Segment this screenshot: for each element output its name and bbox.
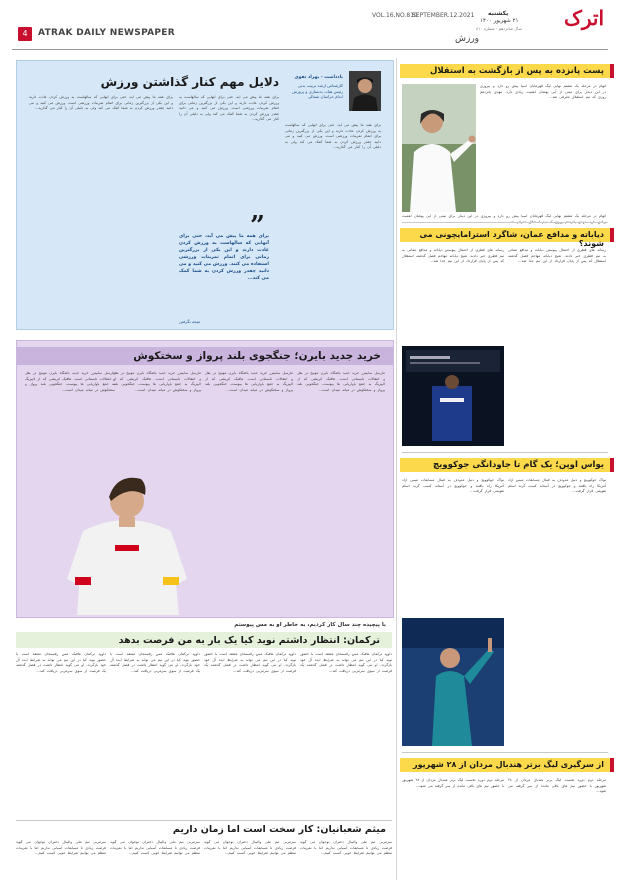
- djokovic-photo: [402, 618, 504, 746]
- torkaman-kicker: با پیچیده چند سال کار کردیم، به خاطر او به مس پیوستم: [234, 622, 386, 628]
- bayern-body-col3: مارسل سابیتزر خرید جدید باشگاه بایرن مونیخ در نقل و انتقالات تابستانی است. هافبک اتریشی که از لایپزیگ به جمع باواریایی ها پیوست، جنگجویی بلند پرواز و سختکوش در میانه میدان است...: [113, 371, 201, 392]
- pull-quote-author: نتیجه نگرفتن: [179, 319, 201, 324]
- torkaman-body-col4: داوود ترکمان هافبک مس رفسنجان معتقد است با حضور نوید کیا در این تیم می تواند به شرایط ایده آل خود بازگردد. او می گوید انتظار داشت در فصل گذشته یک فرصت از سوی سرمربی دریافت کند...: [16, 652, 106, 673]
- torkaman-body-col1: داوود ترکمان هافبک مس رفسنجان معتقد است با حضور نوید کیا در این تیم می تواند به شرایط ایده آل خود بازگردد. او می گوید انتظار داشت در فصل گذشته یک فرصت از سوی سرمربی دریافت کند...: [300, 652, 392, 673]
- instagram-post-image: [402, 346, 504, 446]
- story4-body-right: مرحله دوم دوره نخست لیگ برتر هندبال مردان از ۲۸ شهریور با حضور تیم های باقی مانده از سر گرفته می شود...: [508, 778, 606, 794]
- coach-photo: [402, 84, 476, 212]
- torkaman-headline-band: [16, 632, 392, 648]
- shabanian-body-col1: سرمربی تیم ملی والیبال دختران نوجوان می گوید فرصت زیادی تا مسابقات آسیایی نداریم اما با تمرینات منظم می توانیم شرایط خوبی کسب کنیم...: [300, 840, 392, 856]
- divider: [16, 820, 392, 821]
- date-en: SEPTEMBER.12.2021: [412, 12, 475, 19]
- section-title: ورزش: [455, 34, 480, 44]
- story3-body-right: نواک جوکوویچ و دنیل مدودف به فینال مسابقات تنیس آزاد آمریکا راه یافتند و جوکوویچ در آستانه کسب گرند اسلم تقویمی قرار گرفت...: [508, 478, 606, 494]
- issue-line: سال شانزدهم - شماره ۸۱۰: [476, 26, 522, 31]
- date-fa: ۲۱ شهریور ۱۴۰۰: [480, 18, 519, 24]
- divider: [402, 452, 608, 453]
- logo: اترک: [563, 6, 605, 30]
- bayern-story-box: [16, 340, 394, 618]
- story4-headline: از سرگیری لیگ برتر هندبال مردان از ۲۸ شهریور: [413, 760, 604, 769]
- shabanian-body-col4: سرمربی تیم ملی والیبال دختران نوجوان می گوید فرصت زیادی تا مسابقات آسیایی نداریم اما با تمرینات منظم می توانیم شرایط خوبی کسب کنیم...: [16, 840, 106, 856]
- story2-body-left: رسانه های قطری از احتمال پیوستن دیاباته و مدافع عمانی به تیم قطری خبر دادند. شیخ دیاباته مهاجم فصل گذشته استقلال که پس از پایان قرارداد از این تیم جدا شد...: [402, 248, 504, 264]
- pull-quote: [179, 211, 269, 324]
- author-name: یادداشت - بهزاد تقوی: [294, 75, 343, 80]
- oped-headline: دلایل مهم کنار گذاشتن ورزش: [100, 75, 279, 89]
- story4-body-left: مرحله دوم دوره نخست لیگ برتر هندبال مردان از ۲۸ شهریور با حضور تیم های باقی مانده از سر گرفته می شود...: [402, 778, 504, 788]
- oped-body-col2: برای همه ما پیش می آید، حتی برای آنهایی که سالهاست به ورزش کردن عادت دارند و این یکی از بزرگترین زمانی برای اتمام تمرینات ورزشی است. ورزش می کنید و می دانید چقدر ورزش کردن به شما کمک می کند ولی به دلیلی آن را کنار می گذارید...: [29, 95, 173, 111]
- masthead: [0, 0, 620, 44]
- oped-body-col1: برای همه ما پیش می آید، حتی برای آنهایی که سالهاست به ورزش کردن عادت دارند و این یکی از بزرگترین زمانی برای اتمام تمرینات ورزشی است. ورزش می کنید و می دانید چقدر ورزش کردن به شما کمک می کند ولی به دلیلی آن را کنار می گذارید...: [179, 95, 279, 122]
- story2-body-right: رسانه های قطری از احتمال پیوستن دیاباته و مدافع عمانی به تیم قطری خبر دادند. شیخ دیاباته مهاجم فصل گذشته استقلال که پس از پایان قرارداد از این تیم جدا شد...: [508, 248, 606, 264]
- pull-quote-text: برای همه ما پیش می آید، حتی برای آنهایی که سالهاست به ورزش کردن عادت دارند و این یکی از بزرگترین زمانی برای اتمام تمرینات ورزشی استفاده می کنند. ورزش می کنید و می دانید چقدر ورزش کردن به شما کمک می کند...: [179, 234, 269, 281]
- column-divider: [396, 58, 397, 880]
- story1-body-cont: اتهام در مرحله یک هشتم نهایی لیگ قهرمانان آسیا پیش رو دارد و پیروزی در این دیدار برای تیمی از آبی پوشان اهمیت: [402, 214, 606, 218]
- vol-number: VOL.16,NO.810: [372, 12, 418, 19]
- shabanian-body-col2: سرمربی تیم ملی والیبال دختران نوجوان می گوید فرصت زیادی تا مسابقات آسیایی نداریم اما با تمرینات منظم می توانیم شرایط خوبی کسب کنیم...: [204, 840, 296, 856]
- story1-headline-band: [400, 64, 614, 78]
- bayern-headline-band: [17, 347, 393, 365]
- oped-body-col3: برای همه ما پیش می آید، حتی برای آنهایی که سالهاست به ورزش کردن عادت دارند و این یکی از بزرگترین زمانی برای اتمام تمرینات ورزشی است. ورزش می کنید و می دانید چقدر ورزش کردن به شما کمک می کند ولی به دلیلی آن را کنار می گذارید...: [285, 123, 381, 150]
- torkaman-headline: ترکمان: انتظار داشتم نوید کیا یک بار به من فرصت بدهد: [118, 635, 380, 646]
- story1-body: اتهام در مرحله یک هشتم نهایی لیگ قهرمانان آسیا پیش رو دارد و پیروزی در این دیدار برای تیمی از آبی پوشان اهمیت زیادی دارد. مهدی پانزدهم روزی که تیم استقلال معرفی شد...: [480, 84, 606, 100]
- author-role: کارشناس ارشد تربیت بدنی رئیس هیات بدنسازی و پرورش اندام خراسان شمالی: [292, 83, 343, 99]
- sabitzer-photo: [57, 459, 197, 615]
- torkaman-body-col2: داوود ترکمان هافبک مس رفسنجان معتقد است با حضور نوید کیا در این تیم می تواند به شرایط ایده آل خود بازگردد. او می گوید انتظار داشت در فصل گذشته یک فرصت از سوی سرمربی دریافت کند...: [204, 652, 296, 673]
- story1-headline: پست پانزده به پس از بازگشت به استقلال: [429, 66, 604, 76]
- bayern-body-col4: مارسل سابیتزر خرید جدید باشگاه بایرن مونیخ در نقل و انتقالات تابستانی است. هافبک اتریشی که از لایپزیگ به جمع باواریایی ها پیوست، جنگجویی بلند پرواز و سختکوش در میانه میدان است...: [25, 371, 115, 392]
- quote-mark-icon: ”: [250, 211, 265, 241]
- story3-headline: یواس اوپن؛ یک گام تا جاودانگی جوکوویچ: [433, 460, 604, 470]
- bayern-body-col1: مارسل سابیتزر خرید جدید باشگاه بایرن مونیخ در نقل و انتقالات تابستانی است. هافبک اتریشی که از لایپزیگ به جمع باواریایی ها پیوست، جنگجویی بلند پرواز و سختکوش در میانه میدان است...: [297, 371, 385, 392]
- story2-headline-band: [400, 228, 614, 248]
- story2-headline: دیاباته و مدافع عمان، شاگرد استرامایچونی می شوند؟: [419, 230, 604, 248]
- bayern-body-col2: مارسل سابیتزر خرید جدید باشگاه بایرن مونیخ در نقل و انتقالات تابستانی است. هافبک اتریشی که از لایپزیگ به جمع باواریایی ها پیوست، جنگجویی بلند پرواز و سختکوش در میانه میدان است...: [205, 371, 293, 392]
- weekday-fa: یکشنبه: [488, 10, 509, 17]
- divider: [402, 222, 608, 223]
- story4-headline-band: [400, 758, 614, 772]
- story3-body-left: نواک جوکوویچ و دنیل مدودف به فینال مسابقات تنیس آزاد آمریکا راه یافتند و جوکوویچ در آستانه کسب گرند اسلم تقویمی قرار گرفت...: [402, 478, 504, 494]
- oped-box: [16, 60, 394, 330]
- shabanian-headline: میثم شعبانیان: کار سخت است اما زمان داریم: [172, 824, 386, 835]
- bayern-headline: خرید جدید بایرن؛ جنگجوی بلند پرواز و سختکوش: [133, 350, 381, 362]
- shabanian-body-col3: سرمربی تیم ملی والیبال دختران نوجوان می گوید فرصت زیادی تا مسابقات آسیایی نداریم اما با تمرینات منظم می توانیم شرایط خوبی کسب کنیم...: [110, 840, 200, 856]
- header-divider: [12, 49, 608, 50]
- story3-headline-band: [400, 458, 614, 472]
- page-number-badge: 4: [18, 27, 32, 41]
- paper-name: ATRAK DAILY NEWSPAPER: [38, 28, 175, 38]
- divider: [402, 752, 608, 753]
- torkaman-body-col3: داوود ترکمان هافبک مس رفسنجان معتقد است با حضور نوید کیا در این تیم می تواند به شرایط ایده آل خود بازگردد. او می گوید انتظار داشت در فصل گذشته یک فرصت از سوی سرمربی دریافت کند...: [110, 652, 200, 673]
- author-photo: [349, 71, 381, 111]
